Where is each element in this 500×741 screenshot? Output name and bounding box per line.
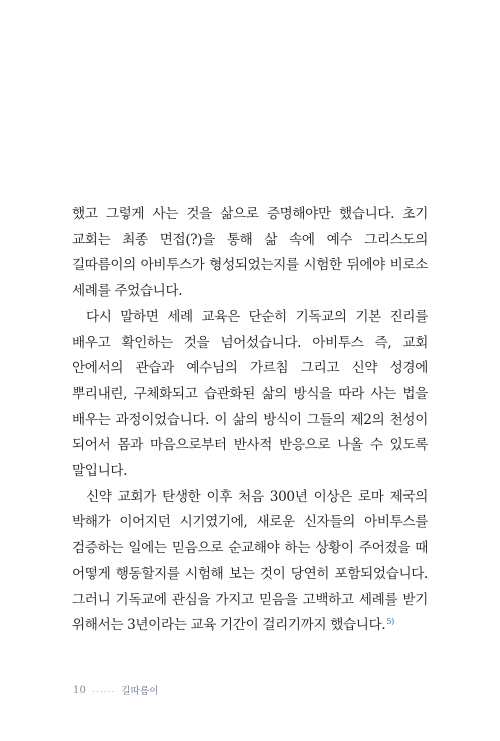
book-title: 길따름이 bbox=[121, 686, 159, 697]
page-footer bbox=[73, 683, 159, 697]
paragraph-3-text: 신약 교회가 탄생한 이후 처음 300년 이상은 로마 제국의 박해가 이어지던 시기였기에, 새로운 신자들의 아비투스를 검증하는 일에는 믿음으로 순교해야 하는 상황이 주어졌을 때 어떻게 행동할지를 시험해 보는 것이 당연히 포함되었습니다. 그러니 기독교에 관심을 가지고 믿음을 고백하고 세례를 받기 위해서는 3년이라는 교육 기간이 걸리기까지 했습니다. bbox=[72, 488, 428, 634]
paragraph-2-text: 다시 말하면 세례 교육은 단순히 기독교의 기본 진리를 배우고 확인하는 것을 넘어섰습니다. 아비투스 즉, 교회 안에서의 관습과 예수님의 가르침 그리고 신약 성경에 뿌리내린, 구체화되고 습관화된 삶의 방식을 따라 사는 법을 배우는 과정이었습니다. 이 삶의 방식이 그들의 제2의 천성이 되어서 몸과 마음으로부터 반사적 반응으로 나올 수 있도록 말입니다. bbox=[72, 308, 428, 480]
paragraph-3 bbox=[72, 485, 428, 639]
page-number: 10 bbox=[73, 684, 87, 696]
footnote-reference[interactable]: 5) bbox=[386, 616, 394, 626]
body-text bbox=[72, 202, 428, 639]
paragraph-2 bbox=[72, 305, 428, 485]
paragraph-1-text: 했고 그렇게 사는 것을 삶으로 증명해야만 했습니다. 초기 교회는 최종 면접(?)을 통해 삶 속에 예수 그리스도의 길따름이의 아비투스가 형성되었는지를 시험한 뒤에야 비로소 세례를 주었습니다. bbox=[72, 206, 428, 300]
footer-separator: ...... bbox=[92, 685, 116, 695]
paragraph-1 bbox=[72, 202, 428, 305]
